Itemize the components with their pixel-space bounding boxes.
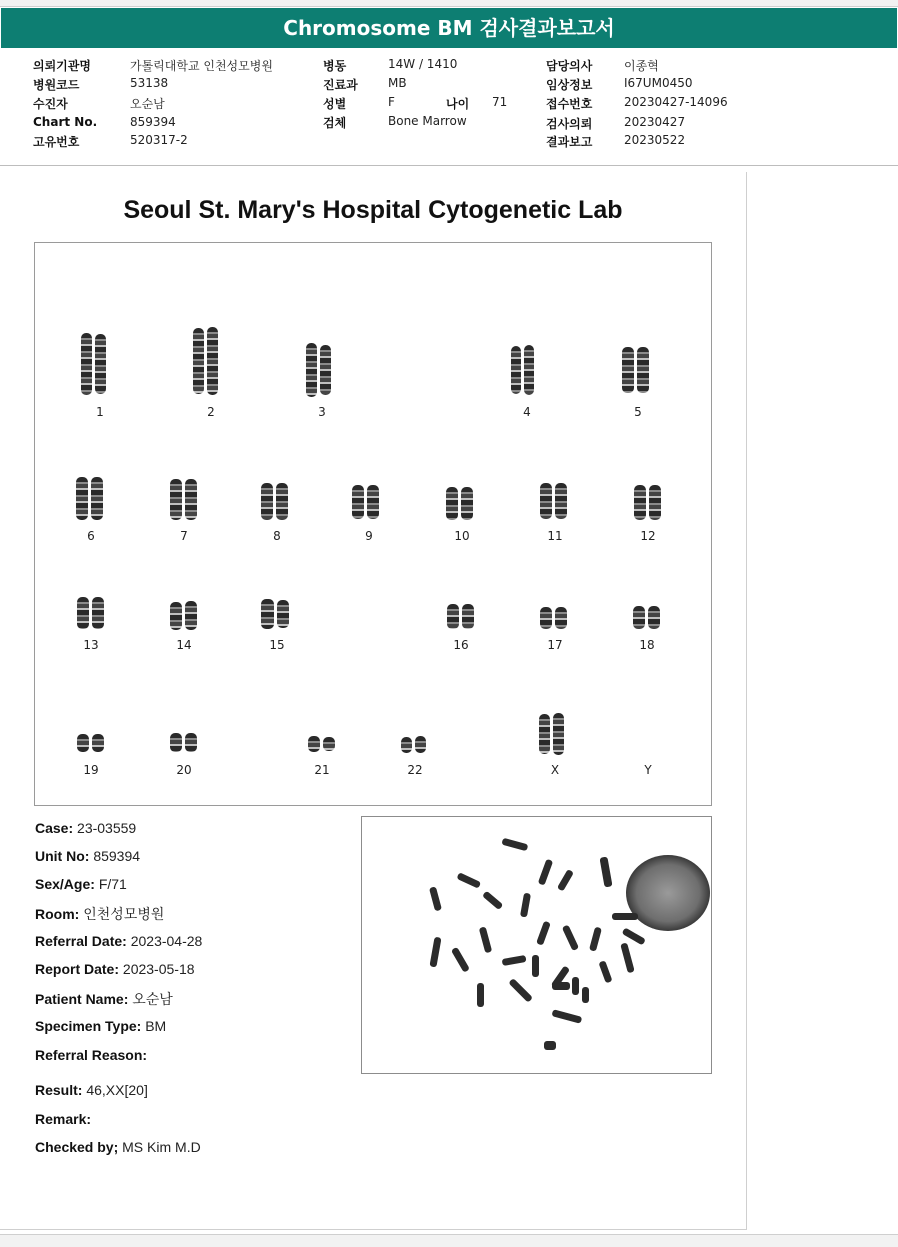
chromosome-pair-11 xyxy=(540,483,567,519)
header-value: MB xyxy=(388,76,407,90)
chromosome-pair-6 xyxy=(76,477,103,520)
field-value: BM xyxy=(145,1018,167,1034)
chromosome-label: 4 xyxy=(523,405,531,419)
metaphase-spread xyxy=(362,817,711,1073)
field-value: 23-03559 xyxy=(77,820,137,836)
field-label: Room: xyxy=(35,906,80,922)
checked-by-field xyxy=(35,1139,201,1155)
header-label: 임상정보 xyxy=(546,78,593,92)
header-label: 고유번호 xyxy=(33,135,80,149)
field-label: Checked by; xyxy=(35,1139,119,1155)
header-label: 담당의사 xyxy=(546,59,593,73)
field-label: Unit No: xyxy=(35,848,90,864)
field-value: 2023-04-28 xyxy=(130,933,203,949)
chromosome-label: 20 xyxy=(176,763,192,777)
chromosome-pair-3 xyxy=(306,343,331,397)
field-label: Result: xyxy=(35,1082,83,1098)
field-value: F/71 xyxy=(98,876,127,892)
header-value: 520317-2 xyxy=(130,133,188,147)
karyogram-panel xyxy=(34,242,712,806)
header-value: I67UM0450 xyxy=(624,76,693,90)
header-value: Bone Marrow xyxy=(388,114,467,128)
chromosome-label: 19 xyxy=(83,763,99,777)
chromosome-label: 12 xyxy=(640,529,656,543)
chromosome-label: 16 xyxy=(453,638,469,652)
chromosome-cluster xyxy=(429,838,646,1050)
chromosome-pair-1 xyxy=(81,333,106,395)
sex-age-field xyxy=(35,876,127,892)
header-value: 53138 xyxy=(130,76,169,90)
field-value: 2023-05-18 xyxy=(122,961,195,977)
header-value: 20230427 xyxy=(624,115,686,129)
chromosome-label: 14 xyxy=(176,638,192,652)
chromosome-pair-7 xyxy=(170,479,197,520)
chromosome-pair-15 xyxy=(261,599,289,629)
header-value: 20230522 xyxy=(624,133,686,147)
chromosome-label: 21 xyxy=(314,763,330,777)
chromosome-pair-20 xyxy=(170,733,197,752)
result-field xyxy=(35,1082,148,1098)
case-field xyxy=(35,820,136,836)
chromosome-pair-13 xyxy=(77,597,104,629)
chromosome-label: 18 xyxy=(639,638,655,652)
header-label: 검사의뢰 xyxy=(546,117,593,131)
chromosome-pair-12 xyxy=(634,485,661,520)
field-label: Referral Date: xyxy=(35,933,127,949)
header-label: 성별 xyxy=(323,97,347,111)
header-value: 이종혁 xyxy=(624,59,659,73)
header-label: 진료과 xyxy=(323,78,358,92)
chromosome-pair-16 xyxy=(447,604,474,629)
header-label: 병원코드 xyxy=(33,78,80,92)
chromosome-label: 13 xyxy=(83,638,99,652)
lab-title: Seoul St. Mary's Hospital Cytogenetic Lab xyxy=(123,196,623,224)
chromosome-pair-x xyxy=(539,713,564,755)
chromosome-label: X xyxy=(550,763,560,777)
report-date-field xyxy=(35,961,195,977)
field-value: 인천성모병원 xyxy=(83,906,165,922)
metaphase-image xyxy=(361,816,712,1074)
chromosome-pair-4 xyxy=(511,345,534,395)
header-label: Chart No. xyxy=(33,115,98,129)
chromosome-label: Y xyxy=(644,763,652,777)
specimen-type-field xyxy=(35,1018,166,1034)
chromosome-pair-8 xyxy=(261,483,288,520)
header-divider xyxy=(0,165,898,166)
field-label: Specimen Type: xyxy=(35,1018,142,1034)
chromosome-label: 17 xyxy=(547,638,563,652)
chromosome-label: 6 xyxy=(87,529,95,543)
chromosome-pair-19 xyxy=(77,734,104,752)
header-value: 859394 xyxy=(130,115,176,129)
referral-date-field xyxy=(35,933,202,949)
chromosome-label: 3 xyxy=(318,405,326,419)
header-label: 결과보고 xyxy=(546,135,593,149)
field-label: Report Date: xyxy=(35,961,120,977)
chromosome-label: 10 xyxy=(454,529,470,543)
field-label: Sex/Age: xyxy=(35,876,95,892)
chromosome-label: 11 xyxy=(547,529,563,543)
header-value: 오순남 xyxy=(130,97,165,111)
patient-name-field xyxy=(35,989,173,1009)
chromosome-pair-2 xyxy=(193,327,218,395)
chromosome-label: 5 xyxy=(634,405,642,419)
header-label: 병동 xyxy=(323,59,347,73)
room-field xyxy=(35,904,164,924)
chromosome-pair-21 xyxy=(308,736,335,752)
remark-field xyxy=(35,1111,91,1127)
chromosome-label: 9 xyxy=(365,529,373,543)
referral-reason-field xyxy=(35,1047,147,1063)
header-label: 의뢰기관명 xyxy=(33,59,91,73)
header-value: 가톨릭대학교 인천성모병원 xyxy=(130,59,273,73)
field-label: Case: xyxy=(35,820,74,836)
chromosome-label: 8 xyxy=(273,529,281,543)
chromosome-pair-5 xyxy=(622,347,649,393)
header-label: 검체 xyxy=(323,116,347,130)
header-value: F xyxy=(388,95,395,109)
header-value: 20230427-14096 xyxy=(624,95,728,109)
header-label: 나이 xyxy=(446,97,470,111)
header-value: 14W / 1410 xyxy=(388,57,458,71)
window-bottom-edge xyxy=(0,1234,898,1247)
nucleus xyxy=(626,855,710,931)
chromosome-label: 15 xyxy=(269,638,285,652)
chromosome-label: 1 xyxy=(96,405,104,419)
field-value: MS Kim M.D xyxy=(122,1139,201,1155)
chromosome-pair-10 xyxy=(446,487,473,520)
chromosome-label: 2 xyxy=(207,405,215,419)
chromosome-label: 22 xyxy=(407,763,423,777)
patient-header xyxy=(0,55,898,165)
header-value: 71 xyxy=(492,95,508,109)
field-value: 오순남 xyxy=(132,991,173,1007)
report-banner: Chromosome BM 검사결과보고서 xyxy=(1,8,897,48)
field-label: Referral Reason: xyxy=(35,1047,148,1063)
chromosome-pair-9 xyxy=(352,485,379,519)
chromosome-pair-18 xyxy=(633,606,660,629)
window-top-edge xyxy=(0,0,898,7)
header-label: 접수번호 xyxy=(546,97,593,111)
chromosome-pair-17 xyxy=(540,607,567,629)
header-label: 수진자 xyxy=(33,97,68,111)
field-value: 859394 xyxy=(93,848,141,864)
chromosome-pair-22 xyxy=(401,736,426,753)
chromosome-label: 7 xyxy=(180,529,188,543)
chromosome-pair-14 xyxy=(170,601,197,630)
result-value: 46,XX[20] xyxy=(86,1082,148,1098)
field-label: Remark: xyxy=(35,1111,92,1127)
field-label: Patient Name: xyxy=(35,991,129,1007)
unit-no-field xyxy=(35,848,140,864)
